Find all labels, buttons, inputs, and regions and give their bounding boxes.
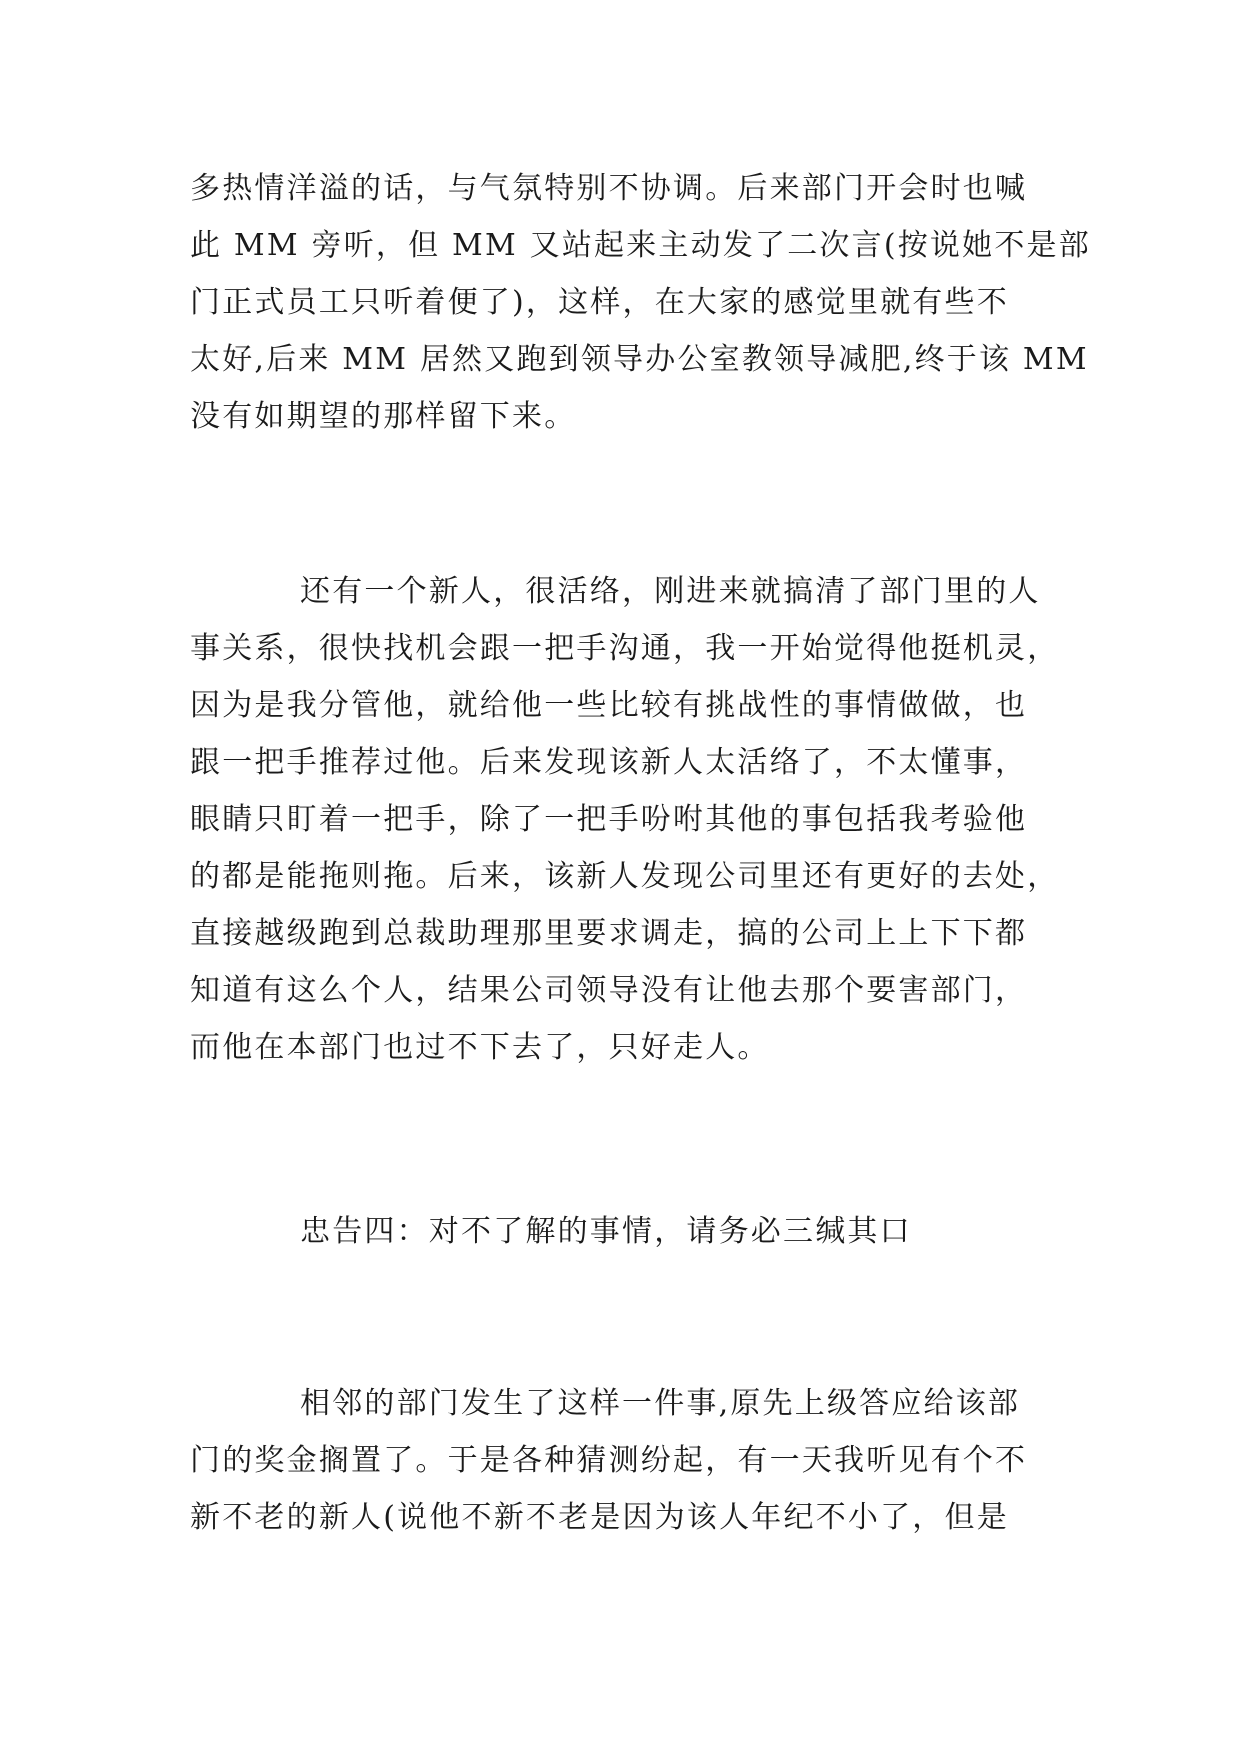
text-line: 多热情洋溢的话，与气氛特别不协调。后来部门开会时也喊 xyxy=(190,171,1028,206)
text-line: 而他在本部门也过不下去了，只好走人。 xyxy=(190,1030,770,1065)
text-line: 此 MM 旁听，但 MM 又站起来主动发了二次言(按说她不是部 xyxy=(190,228,1091,263)
text-line: 新不老的新人(说他不新不老是因为该人年纪不小了，但是 xyxy=(190,1500,1009,1535)
paragraph-2 xyxy=(190,563,1060,1076)
text-line: 门的奖金搁置了。于是各种猜测纷起，有一天我听见有个不 xyxy=(190,1443,1028,1478)
text-line: 知道有这么个人，结果公司领导没有让他去那个要害部门， xyxy=(190,973,1028,1008)
text-line: 眼睛只盯着一把手，除了一把手吩咐其他的事包括我考验他 xyxy=(190,802,1028,837)
text-line: 直接越级跑到总裁助理那里要求调走，搞的公司上上下下都 xyxy=(190,916,1028,951)
text-line: 事关系，很快找机会跟一把手沟通，我一开始觉得他挺机灵， xyxy=(190,631,1060,666)
text-line: 还有一个新人，很活络，刚进来就搞清了部门里的人 xyxy=(300,574,1041,609)
section-heading xyxy=(190,1203,1060,1260)
text-line: 太好,后来 MM 居然又跑到领导办公室教领导减肥,终于该 MM xyxy=(190,342,1089,377)
text-line: 跟一把手推荐过他。后来发现该新人太活络了，不太懂事， xyxy=(190,745,1028,780)
paragraph-3 xyxy=(190,1375,1060,1546)
paragraph-1 xyxy=(190,160,1091,445)
text-line: 因为是我分管他，就给他一些比较有挑战性的事情做做，也 xyxy=(190,688,1028,723)
heading-line: 忠告四：对不了解的事情，请务必三缄其口 xyxy=(300,1214,912,1249)
text-line: 相邻的部门发生了这样一件事,原先上级答应给该部 xyxy=(300,1386,1021,1421)
text-line: 没有如期望的那样留下来。 xyxy=(190,399,577,434)
text-line: 门正式员工只听着便了)，这样，在大家的感觉里就有些不 xyxy=(190,285,1009,320)
text-line: 的都是能拖则拖。后来，该新人发现公司里还有更好的去处， xyxy=(190,859,1060,894)
